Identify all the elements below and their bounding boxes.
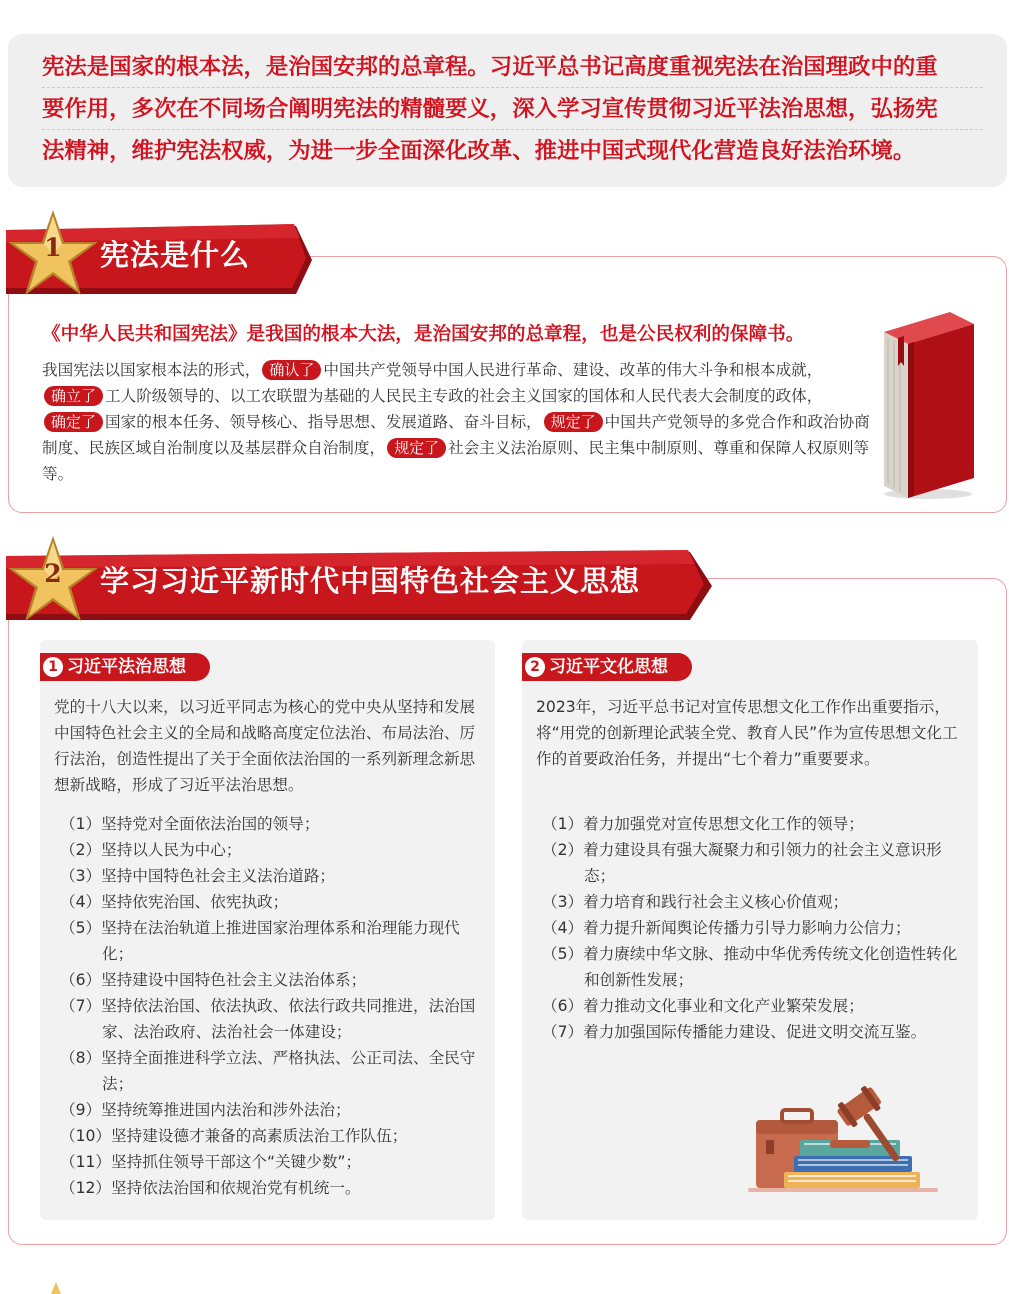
highlight-tag: 确认了 bbox=[262, 360, 321, 380]
list-item: （7）坚持依法治国、依法执政、依法行政共同推进，法治国家、法治政府、法治社会一体建设； bbox=[60, 997, 476, 1041]
card-list bbox=[542, 811, 972, 1045]
red-book-icon bbox=[878, 308, 978, 500]
card-paragraph: 党的十八大以来，以习近平同志为核心的党中央从坚持和发展中国特色社会主义的全局和战略高度定位法治、布局法治、厉行法治，创造性提出了关于全面依法治国的一系列新理念新思想新战略，形成了习近平法治思想。 bbox=[54, 698, 476, 794]
body-text: 社会主义法治原则、民主集中制原则、尊重和保障人权原则等等。 bbox=[42, 439, 870, 483]
gavel-books-icon bbox=[748, 1070, 948, 1200]
card-heading bbox=[522, 653, 692, 681]
list-item: （4）坚持依宪治国、依宪执政； bbox=[60, 893, 289, 911]
highlight-tag: 确定了 bbox=[44, 412, 103, 432]
section2-banner bbox=[0, 528, 725, 624]
list-item: （3）坚持中国特色社会主义法治道路； bbox=[60, 867, 336, 885]
list-item: （12）坚持依法治国和依规治党有机统一。 bbox=[60, 1179, 361, 1197]
highlight-tag: 确立了 bbox=[44, 386, 103, 406]
intro-line: 法精神，维护宪法权威，为进一步全面深化改革、推进中国式现代化营造良好法治环境。 bbox=[42, 138, 916, 164]
section1-number: 1 bbox=[44, 233, 62, 262]
heading-text: 习近平文化思想 bbox=[549, 657, 668, 677]
list-item: （4）着力提升新闻舆论传播力引导力影响力公信力； bbox=[542, 919, 911, 937]
list-item: （3）着力培育和践行社会主义核心价值观； bbox=[542, 893, 849, 911]
constitution-lead: 《中华人民共和国宪法》是我国的根本大法，是治国安邦的总章程，也是公民权利的保障书。 bbox=[42, 324, 805, 345]
highlight-tag: 规定了 bbox=[387, 438, 446, 458]
list-item: （6）着力推动文化事业和文化产业繁荣发展； bbox=[542, 997, 864, 1015]
list-item: （5）着力赓续中华文脉、推动中华优秀传统文化创造性转化和创新性发展； bbox=[542, 945, 958, 989]
card-heading bbox=[40, 653, 210, 681]
body-text: 我国宪法以国家根本法的形式， bbox=[42, 361, 261, 379]
section2-title: 学习习近平新时代中国特色社会主义思想 bbox=[100, 564, 641, 598]
section1-banner bbox=[0, 202, 330, 298]
intro-line: 宪法是国家的根本法，是治国安邦的总章程。习近平总书记高度重视宪法在治国理政中的重 bbox=[42, 46, 983, 88]
list-item: （8）坚持全面推进科学立法、严格执法、公正司法、全民守法； bbox=[60, 1049, 476, 1093]
heading-text: 习近平法治思想 bbox=[67, 657, 186, 677]
intro-box bbox=[8, 34, 1007, 187]
list-item: （6）坚持建设中国特色社会主义法治体系； bbox=[60, 971, 367, 989]
intro-line: 要作用，多次在不同场合阐明宪法的精髓要义，深入学习宣传贯彻习近平法治思想，弘扬宪 bbox=[42, 88, 983, 130]
section2-number: 2 bbox=[44, 559, 62, 588]
list-item: （2）着力建设具有强大凝聚力和引领力的社会主义意识形态； bbox=[542, 841, 942, 885]
list-item: （2）坚持以人民为中心； bbox=[60, 841, 242, 859]
body-text: 中国共产党领导的多党合作和政治协商制度、民族区域自治制度以及基层群众自治制度， bbox=[42, 413, 870, 457]
list-item: （9）坚持统筹推进国内法治和涉外法治； bbox=[60, 1101, 351, 1119]
list-item: （7）着力加强国际传播能力建设、促进文明交流互鉴。 bbox=[542, 1023, 927, 1041]
highlight-tag: 规定了 bbox=[544, 412, 603, 432]
list-item: （5）坚持在法治轨道上推进国家治理体系和治理能力现代化； bbox=[60, 919, 460, 963]
list-item: （1）坚持党对全面依法治国的领导； bbox=[60, 815, 320, 833]
heading-number: 2 bbox=[525, 657, 545, 677]
body-text: 国家的根本任务、领导核心、指导思想、发展道路、奋斗目标， bbox=[105, 413, 542, 431]
card-list bbox=[60, 811, 480, 1201]
list-item: （11）坚持抓住领导干部这个“关键少数”； bbox=[60, 1153, 362, 1171]
section1-title: 宪法是什么 bbox=[100, 238, 251, 272]
body-text: 中国共产党领导中国人民进行革命、建设、改革的伟大斗争和根本成就， bbox=[323, 361, 823, 379]
card-paragraph: 2023年，习近平总书记对宣传思想文化工作作出重要指示，将“用党的创新理论武装全党、教育人民”作为宣传思想文化工作的首要政治任务，并提出“七个着力”重要要求。 bbox=[536, 698, 958, 768]
culture-card bbox=[522, 640, 978, 1220]
rule-of-law-card bbox=[40, 640, 495, 1220]
body-text: 工人阶级领导的、以工农联盟为基础的人民民主专政的社会主义国家的国体和人民代表大会制度的政体， bbox=[105, 387, 823, 405]
constitution-body bbox=[42, 357, 872, 487]
heading-number: 1 bbox=[43, 657, 63, 677]
list-item: （1）着力加强党对宣传思想文化工作的领导； bbox=[542, 815, 864, 833]
list-item: （10）坚持建设德才兼备的高素质法治工作队伍； bbox=[60, 1127, 408, 1145]
star-badge-icon bbox=[36, 1280, 76, 1294]
